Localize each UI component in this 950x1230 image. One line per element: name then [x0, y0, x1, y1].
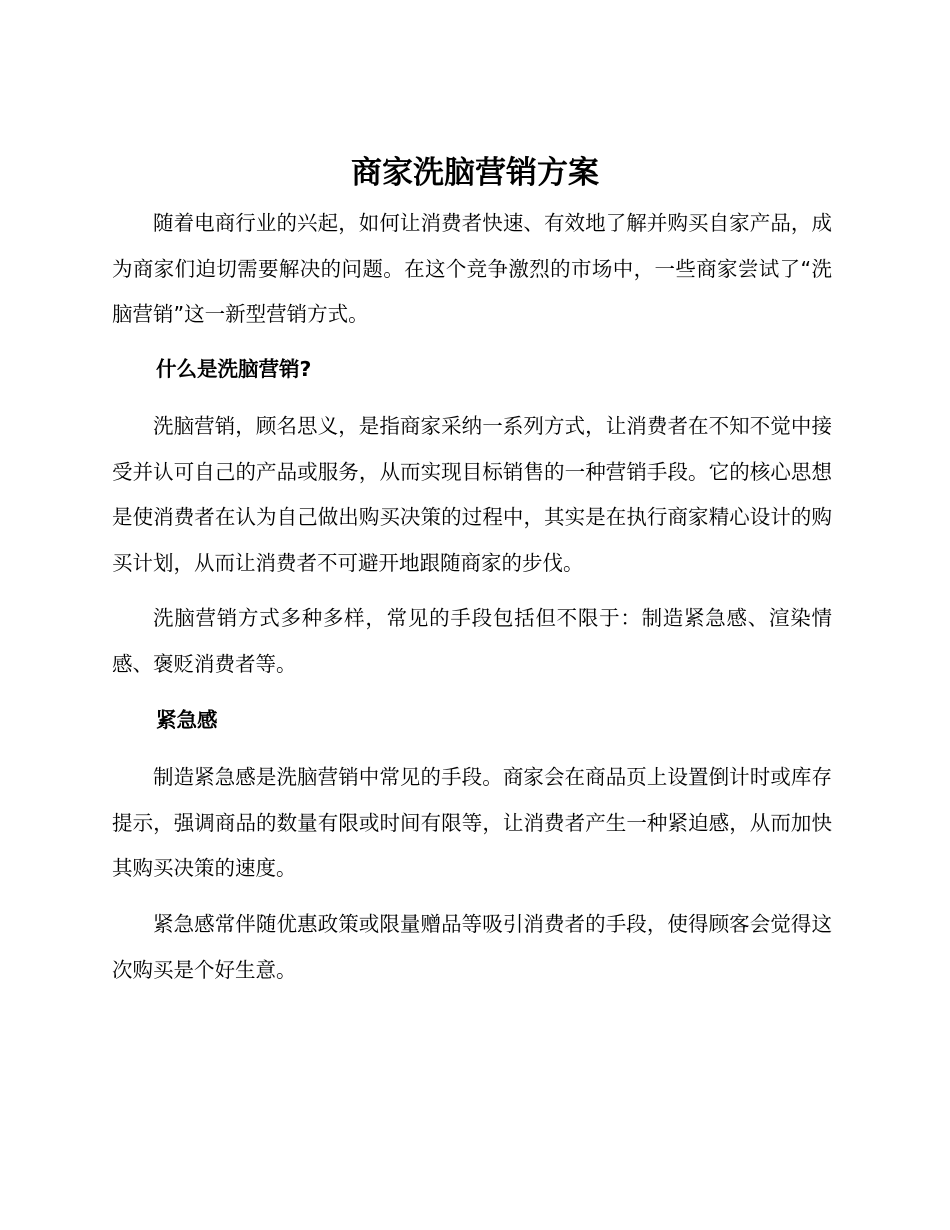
- paragraph-methods: 洗脑营销方式多种多样，常见的手段包括但不限于：制造紧急感、渲染情感、褒贬消费者等。: [112, 606, 832, 676]
- paragraph-urgency-offers: 紧急感常伴随优惠政策或限量赠品等吸引消费者的手段，使得顾客会觉得这次购买是个好生意。: [112, 912, 832, 982]
- section-heading-urgency: 紧急感: [156, 708, 218, 732]
- section-heading-what-is: 什么是洗脑营销?: [156, 357, 312, 381]
- paragraph-urgency: 制造紧急感是洗脑营销中常见的手段。商家会在商品页上设置倒计时或库存提示，强调商品的数量有限或时间有限等，让消费者产生一种紧迫感，从而加快其购买决策的速度。: [112, 765, 832, 880]
- intro-paragraph: 随着电商行业的兴起，如何让消费者快速、有效地了解并购买自家产品，成为商家们迫切需要解决的问题。在这个竞争激烈的市场中，一些商家尝试了“洗脑营销”这一新型营销方式。: [112, 211, 832, 326]
- paragraph-definition: 洗脑营销，顾名思义，是指商家采纳一系列方式，让消费者在不知不觉中接受并认可自己的产品或服务，从而实现目标销售的一种营销手段。它的核心思想是使消费者在认为自己做出购买决策的过程中，其实是在执行商家精心设计的购买计划，从而让消费者不可避开地跟随商家的步伐。: [112, 414, 832, 575]
- document-title: 商家洗脑营销方案: [351, 155, 599, 191]
